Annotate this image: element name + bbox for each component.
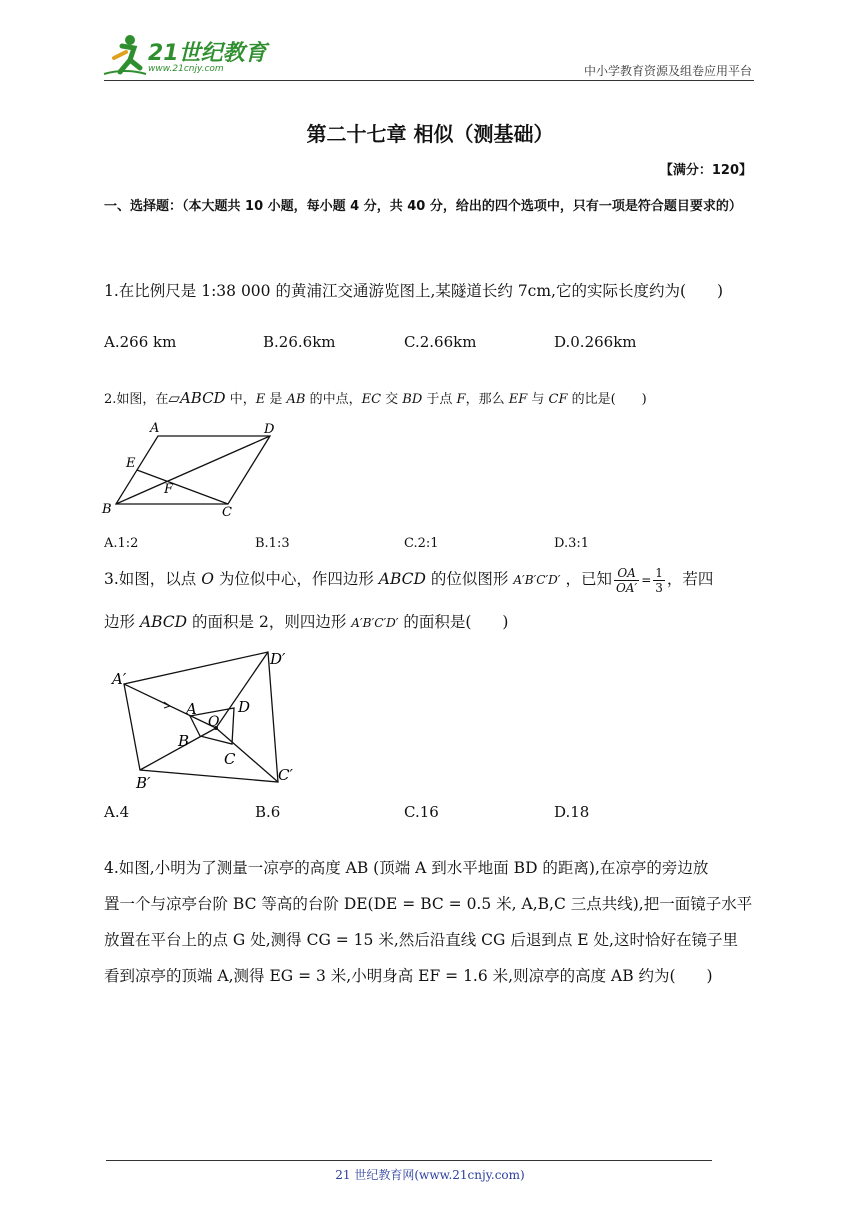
page-title: 第二十七章 相似（测基础） xyxy=(306,122,554,146)
question-2-stem: 2.如图，在▱ABCD 中，E 是 AB 的中点，EC 交 BD 于点 F，那么 EF 与 CF 的比是( ) xyxy=(104,389,647,407)
q4-line-4: 看到凉亭的顶端 A,测得 EG = 3 米,小明身高 EF = 1.6 米,则凉亭的高度 AB 约为( ) xyxy=(104,967,713,985)
logo-url: www.21cnjy.com xyxy=(148,64,224,74)
q4-line-1: 4.如图,小明为了测量一凉亭的高度 AB (顶端 A 到水平地面 BD 的距离),在凉亭的旁边放 xyxy=(104,859,709,877)
question-3-stem-line1: 3.如图，以点 O 为位似中心，作四边形 ABCD 的位似图形 A′B′C′D′ ，已知 $\frac{OA}{OA'}$ = $\frac{1}{3}$ ，若四 xyxy=(104,565,714,595)
svg-text:C′: C′ xyxy=(278,766,293,784)
question-4-stem xyxy=(104,850,760,994)
section-heading: 一、选择题：（本大题共 10 小题，每小题 4 分，共 40 分，给出的四个选项中，只有一项是符合题目要求的） xyxy=(104,199,742,214)
footer-divider xyxy=(106,1160,712,1161)
svg-text:D: D xyxy=(264,422,275,437)
q1-option-b: B.26.6km xyxy=(263,333,336,351)
homothety-figure xyxy=(104,644,304,794)
runner-logo-icon xyxy=(100,32,150,80)
question-3-stem-line2: 边形 ABCD 的面积是 2，则四边形 A′B′C′D′ 的面积是( ) xyxy=(104,613,509,631)
svg-text:C: C xyxy=(224,750,236,768)
q1-option-d: D.0.266km xyxy=(554,333,637,351)
header-divider xyxy=(104,80,754,81)
svg-text:A: A xyxy=(150,421,160,436)
q1-option-a: A.266 km xyxy=(104,333,177,351)
q2-option-b: B.1:3 xyxy=(255,536,290,551)
q4-line-3: 放置在平台上的点 G 处,测得 CG = 15 米,然后沿直线 CG 后退到点 E 处,这时恰好在镜子里 xyxy=(104,931,738,949)
svg-text:A′: A′ xyxy=(112,670,127,688)
logo-text: 21世纪教育 xyxy=(148,41,267,66)
svg-text:D: D xyxy=(238,698,251,716)
q3-option-d: D.18 xyxy=(554,803,590,821)
svg-text:E: E xyxy=(126,456,136,471)
svg-text:F: F xyxy=(164,482,174,497)
q4-line-2: 置一个与凉亭台阶 BC 等高的台阶 DE(DE = BC = 0.5 米, A,B,C 三点共线),把一面镜子水平 xyxy=(104,895,753,913)
svg-text:A: A xyxy=(186,700,197,718)
q2-option-c: C.2:1 xyxy=(404,536,439,551)
q2-option-d: D.3:1 xyxy=(554,536,590,551)
svg-text:O: O xyxy=(208,714,220,730)
parallelogram-figure xyxy=(100,416,290,520)
svg-text:D′: D′ xyxy=(270,650,286,668)
svg-text:B: B xyxy=(102,502,112,517)
svg-text:B′: B′ xyxy=(136,774,151,792)
q3-option-c: C.16 xyxy=(404,803,439,821)
svg-text:B: B xyxy=(178,732,190,750)
question-1-stem: 1.在比例尺是 1:38 000 的黄浦江交通游览图上,某隧道长约 7cm,它的实际长度约为( ) xyxy=(104,282,724,300)
footer-link[interactable]: 21 世纪教育网(www.21cnjy.com) xyxy=(335,1168,525,1182)
svg-text:C: C xyxy=(222,505,232,520)
q2-option-a: A.1:2 xyxy=(104,536,139,551)
q3-option-b: B.6 xyxy=(255,803,281,821)
header-platform-text: 中小学教育资源及组卷应用平台 xyxy=(583,64,752,78)
q3-option-a: A.4 xyxy=(104,803,130,821)
full-score: 【满分：120】 xyxy=(659,163,752,178)
q1-option-c: C.2.66km xyxy=(404,333,477,351)
